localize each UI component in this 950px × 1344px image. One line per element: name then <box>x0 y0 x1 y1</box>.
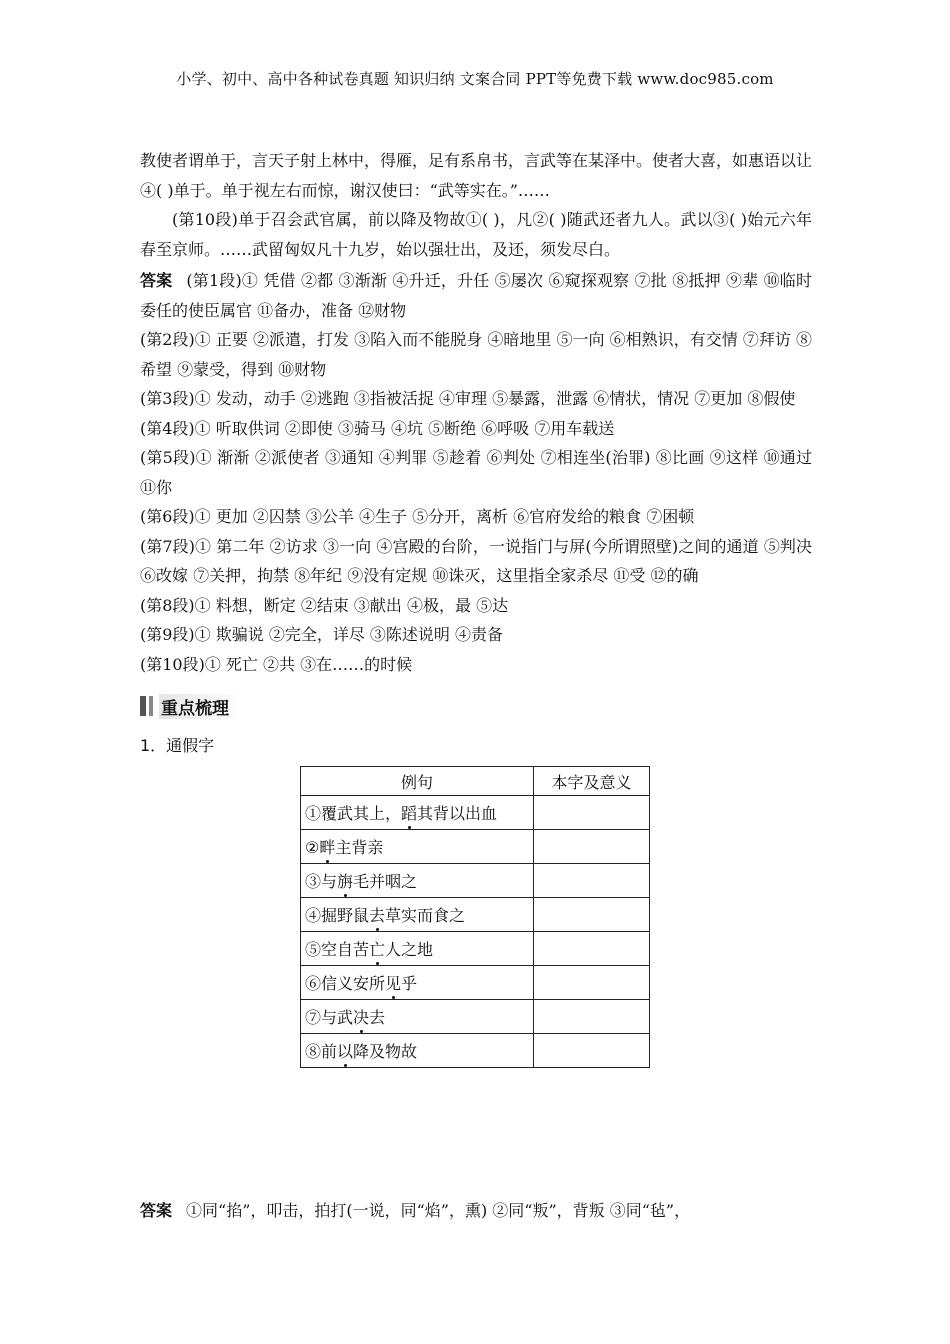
dotted-char: 见 <box>385 971 401 994</box>
dotted-char: 去 <box>369 903 385 926</box>
example-text: 毛并咽之 <box>353 872 418 891</box>
tongjiazi-table <box>300 766 650 1068</box>
answer-line: (第2段)① 正要 ②派遣，打发 ③陷入而不能脱身 ④暗地里 ⑤一向 ⑥相熟识，有交情 ⑦拜访 ⑧希望 ⑨蒙受，得到 ⑩财物 <box>140 330 812 379</box>
answer-list <box>140 266 812 679</box>
answer-label: 答案 <box>140 1201 173 1220</box>
answer-cell <box>534 932 650 966</box>
passage-paragraph-2: (第10段)单于召会武官属，前以降及物故①( )，凡②( )随武还者九人。武以③( )始元六年春至京师。……武留匈奴凡十九岁，始以强壮出，及还，须发尽白。 <box>140 210 812 259</box>
section-marker-icon <box>149 696 153 716</box>
answer-line: (第7段)① 第二年 ②访求 ③一向 ④宫殿的台阶，一说指门与屏(今所谓照壁)之间的通道 ⑤判决 ⑥改嫁 ⑦关押，拘禁 ⑧年纪 ⑨没有定规 ⑩诛灭，这里指全家杀尽 ⑪受 ⑫的确 <box>140 536 812 585</box>
table-header: 本字及意义 <box>534 767 650 796</box>
bottom-answer <box>140 1196 812 1225</box>
answer-label: 答案 <box>140 271 173 290</box>
dotted-char: 蹈 <box>401 801 417 824</box>
answer-line: (第9段)① 欺骗说 ②完全，详尽 ③陈述说明 ④责备 <box>140 625 504 644</box>
dotted-char: 亡 <box>369 937 385 960</box>
passage-paragraph-1: 教使者谓单于，言天子射上林中，得雁，足有系帛书，言武等在某泽中。使者大喜，如惠语以让④( )单于。单于视左右而惊，谢汉使曰：“武等实在。”…… <box>140 151 813 200</box>
example-text: ①覆武其上， <box>305 804 402 823</box>
table-row <box>301 864 650 898</box>
answer-cell <box>534 966 650 1000</box>
table-row <box>301 796 650 830</box>
dotted-char: 旃 <box>337 869 353 892</box>
table-header: 例句 <box>301 767 534 796</box>
answer-line: (第1段)① 凭借 ②都 ③渐渐 ④升迁，升任 ⑤屡次 ⑥窥探观察 ⑦批 ⑧抵押 ⑨辈 ⑩临时委任的使臣属官 ⑪备办，准备 ⑫财物 <box>140 271 812 320</box>
answer-line: (第3段)① 发动，动手 ②逃跑 ③指被活捉 ④审理 ⑤暴露，泄露 ⑥情状，情况 ⑦更加 ⑧假使 <box>140 389 796 408</box>
example-text: ⑧前 <box>305 1042 338 1061</box>
answer-cell <box>534 830 650 864</box>
table-header-row <box>301 767 650 796</box>
dotted-char: 决 <box>353 1005 369 1028</box>
example-text: ⑥信义安所 <box>305 974 386 993</box>
section-title: 重点梳理 <box>159 694 243 719</box>
content <box>140 146 812 1068</box>
section-heading <box>140 693 812 719</box>
table-row <box>301 932 650 966</box>
answer-cell <box>534 796 650 830</box>
bottom-answer-text: ①同“掐”，叩击，拍打(一说，同“焰”，熏) ②同“叛”，背叛 ③同“毡”， <box>186 1201 691 1220</box>
example-text: 人之地 <box>385 940 434 959</box>
answer-line: (第8段)① 料想，断定 ②结束 ③献出 ④极，最 ⑤达 <box>140 595 509 615</box>
example-text: ③与 <box>305 872 338 891</box>
answer-line: (第10段)① 死亡 ②共 ③在……的时候 <box>140 654 413 674</box>
example-text: 草实而食之 <box>385 906 466 925</box>
example-text: ⑤空自苦 <box>305 940 370 959</box>
example-text: 乎 <box>401 974 418 993</box>
answer-cell <box>534 864 650 898</box>
table-row <box>301 898 650 932</box>
section-marker-icon <box>140 696 146 716</box>
dotted-char: 以 <box>337 1039 353 1062</box>
page-header: 小学、初中、高中各种试卷真题 知识归纳 文案合同 PPT等免费下载 www.doc985.com <box>176 70 774 88</box>
table-row <box>301 1000 650 1034</box>
subsection-title: 1．通假字 <box>140 736 215 755</box>
dotted-char: 畔 <box>319 835 335 858</box>
example-text: 降及物故 <box>353 1042 418 1061</box>
table-row <box>301 966 650 1000</box>
table-row <box>301 830 650 864</box>
example-text: ④掘野鼠 <box>305 906 370 925</box>
example-text: 其背以出血 <box>417 804 498 823</box>
example-text: 去 <box>369 1008 386 1027</box>
example-text: ② <box>305 838 320 857</box>
table-row <box>301 1034 650 1068</box>
answer-cell <box>534 898 650 932</box>
answer-line: (第6段)① 更加 ②囚禁 ③公羊 ④生子 ⑤分开，离析 ⑥官府发给的粮食 ⑦困顿 <box>140 507 695 526</box>
example-text: ⑦与武 <box>305 1008 354 1027</box>
answer-cell <box>534 1034 650 1068</box>
answer-cell <box>534 1000 650 1034</box>
answer-line: (第5段)① 渐渐 ②派使者 ③通知 ④判罪 ⑤趁着 ⑥判处 ⑦相连坐(治罪) ⑧比画 ⑨这样 ⑩通过 ⑪你 <box>140 448 812 497</box>
example-text: 主背亲 <box>335 838 384 857</box>
answer-line: (第4段)① 听取供词 ②即使 ③骑马 ④坑 ⑤断绝 ⑥呼吸 ⑦用车载送 <box>140 418 615 438</box>
